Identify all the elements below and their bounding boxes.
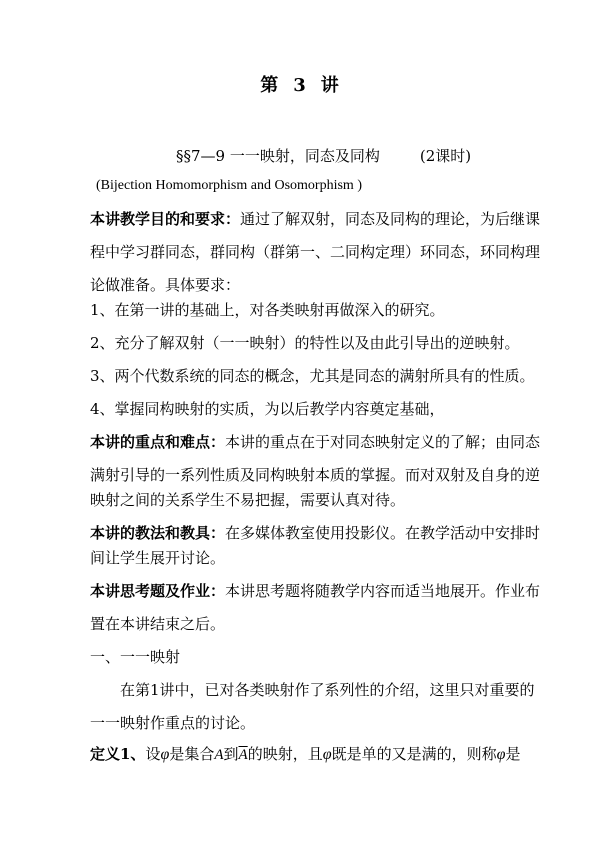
definition-label: 定义1、 bbox=[90, 745, 146, 763]
section-heading bbox=[176, 146, 471, 166]
goals-line-1 bbox=[90, 209, 540, 229]
keypoints-text: 本讲的重点在于对同态映射定义的了解；由同态 bbox=[225, 433, 541, 451]
set-a-symbol: A bbox=[214, 747, 224, 763]
phi-symbol: φ bbox=[160, 746, 170, 763]
part1-heading: 一、一一映射 bbox=[90, 648, 181, 666]
methods-text: 在多媒体教室使用投影仪。在教学活动中安排时 bbox=[225, 524, 541, 542]
part1-line-2: 一一映射作重点的讨论。 bbox=[90, 714, 256, 732]
homework-line-2: 置在本讲结束之后。 bbox=[90, 615, 226, 633]
definition-text: 既是单的又是满的，则称 bbox=[331, 745, 497, 763]
methods-line-1 bbox=[90, 523, 540, 543]
part1-line-1: 在第1讲中，已对各类映射作了系列性的介绍，这里只对重要的 bbox=[120, 681, 535, 699]
requirement-item: 4、掌握同构映射的实质，为以后教学内容奠定基础， bbox=[90, 400, 445, 418]
goals-label: 本讲教学目的和要求： bbox=[90, 210, 241, 228]
definition-text: 是集合 bbox=[169, 745, 215, 763]
requirement-item: 3、两个代数系统的同态的概念，尤其是同态的满射所具有的性质。 bbox=[90, 367, 535, 385]
keypoints-label: 本讲的重点和难点： bbox=[90, 433, 226, 451]
goals-line-3: 论做准备。具体要求： bbox=[90, 276, 241, 294]
homework-text: 本讲思考题将随教学内容而适当地展开。作业布 bbox=[225, 582, 541, 600]
set-a-bar-symbol: $\overline{A}$ bbox=[238, 747, 248, 763]
homework-label: 本讲思考题及作业： bbox=[90, 582, 226, 600]
homework-line-1 bbox=[90, 581, 540, 601]
requirement-item: 1、在第一讲的基础上，对各类映射再做深入的研究。 bbox=[90, 301, 445, 319]
definition-1 bbox=[90, 744, 520, 765]
keypoints-line-3: 映射之间的关系学生不易把握，需要认真对待。 bbox=[90, 491, 406, 509]
english-subtitle: (Bijection Homomorphism and Osomorphism ) bbox=[96, 178, 362, 193]
definition-text: 到 bbox=[223, 745, 239, 763]
phi-symbol: φ bbox=[322, 746, 332, 763]
goals-text: 通过了解双射，同态及同构的理论，为后继课 bbox=[240, 210, 541, 228]
keypoints-line-1 bbox=[90, 432, 540, 452]
lecture-title bbox=[0, 76, 600, 96]
goals-line-2: 程中学习群同态，群同构（群第一、二同构定理）环同态，环同构理 bbox=[90, 243, 541, 261]
phi-symbol: φ bbox=[496, 746, 506, 763]
methods-line-2: 间让学生展开讨论。 bbox=[90, 549, 226, 567]
section-hours: (2课时) bbox=[419, 147, 472, 165]
definition-text: 的映射，且 bbox=[247, 745, 323, 763]
keypoints-line-2: 满射引导的一系列性质及同构映射本质的掌握。而对双射及自身的逆 bbox=[90, 466, 541, 484]
section-heading-text: §§7—9 一一映射，同态及同构 bbox=[176, 147, 380, 165]
definition-text: 设 bbox=[145, 745, 161, 763]
requirement-item: 2、充分了解双射（一一映射）的特性以及由此引导出的逆映射。 bbox=[90, 334, 520, 352]
title-number: 3 bbox=[293, 75, 307, 96]
title-word: 第 bbox=[260, 75, 280, 96]
definition-text: 是 bbox=[505, 745, 521, 763]
methods-label: 本讲的教法和教具： bbox=[90, 524, 226, 542]
title-word-2: 讲 bbox=[320, 75, 340, 96]
